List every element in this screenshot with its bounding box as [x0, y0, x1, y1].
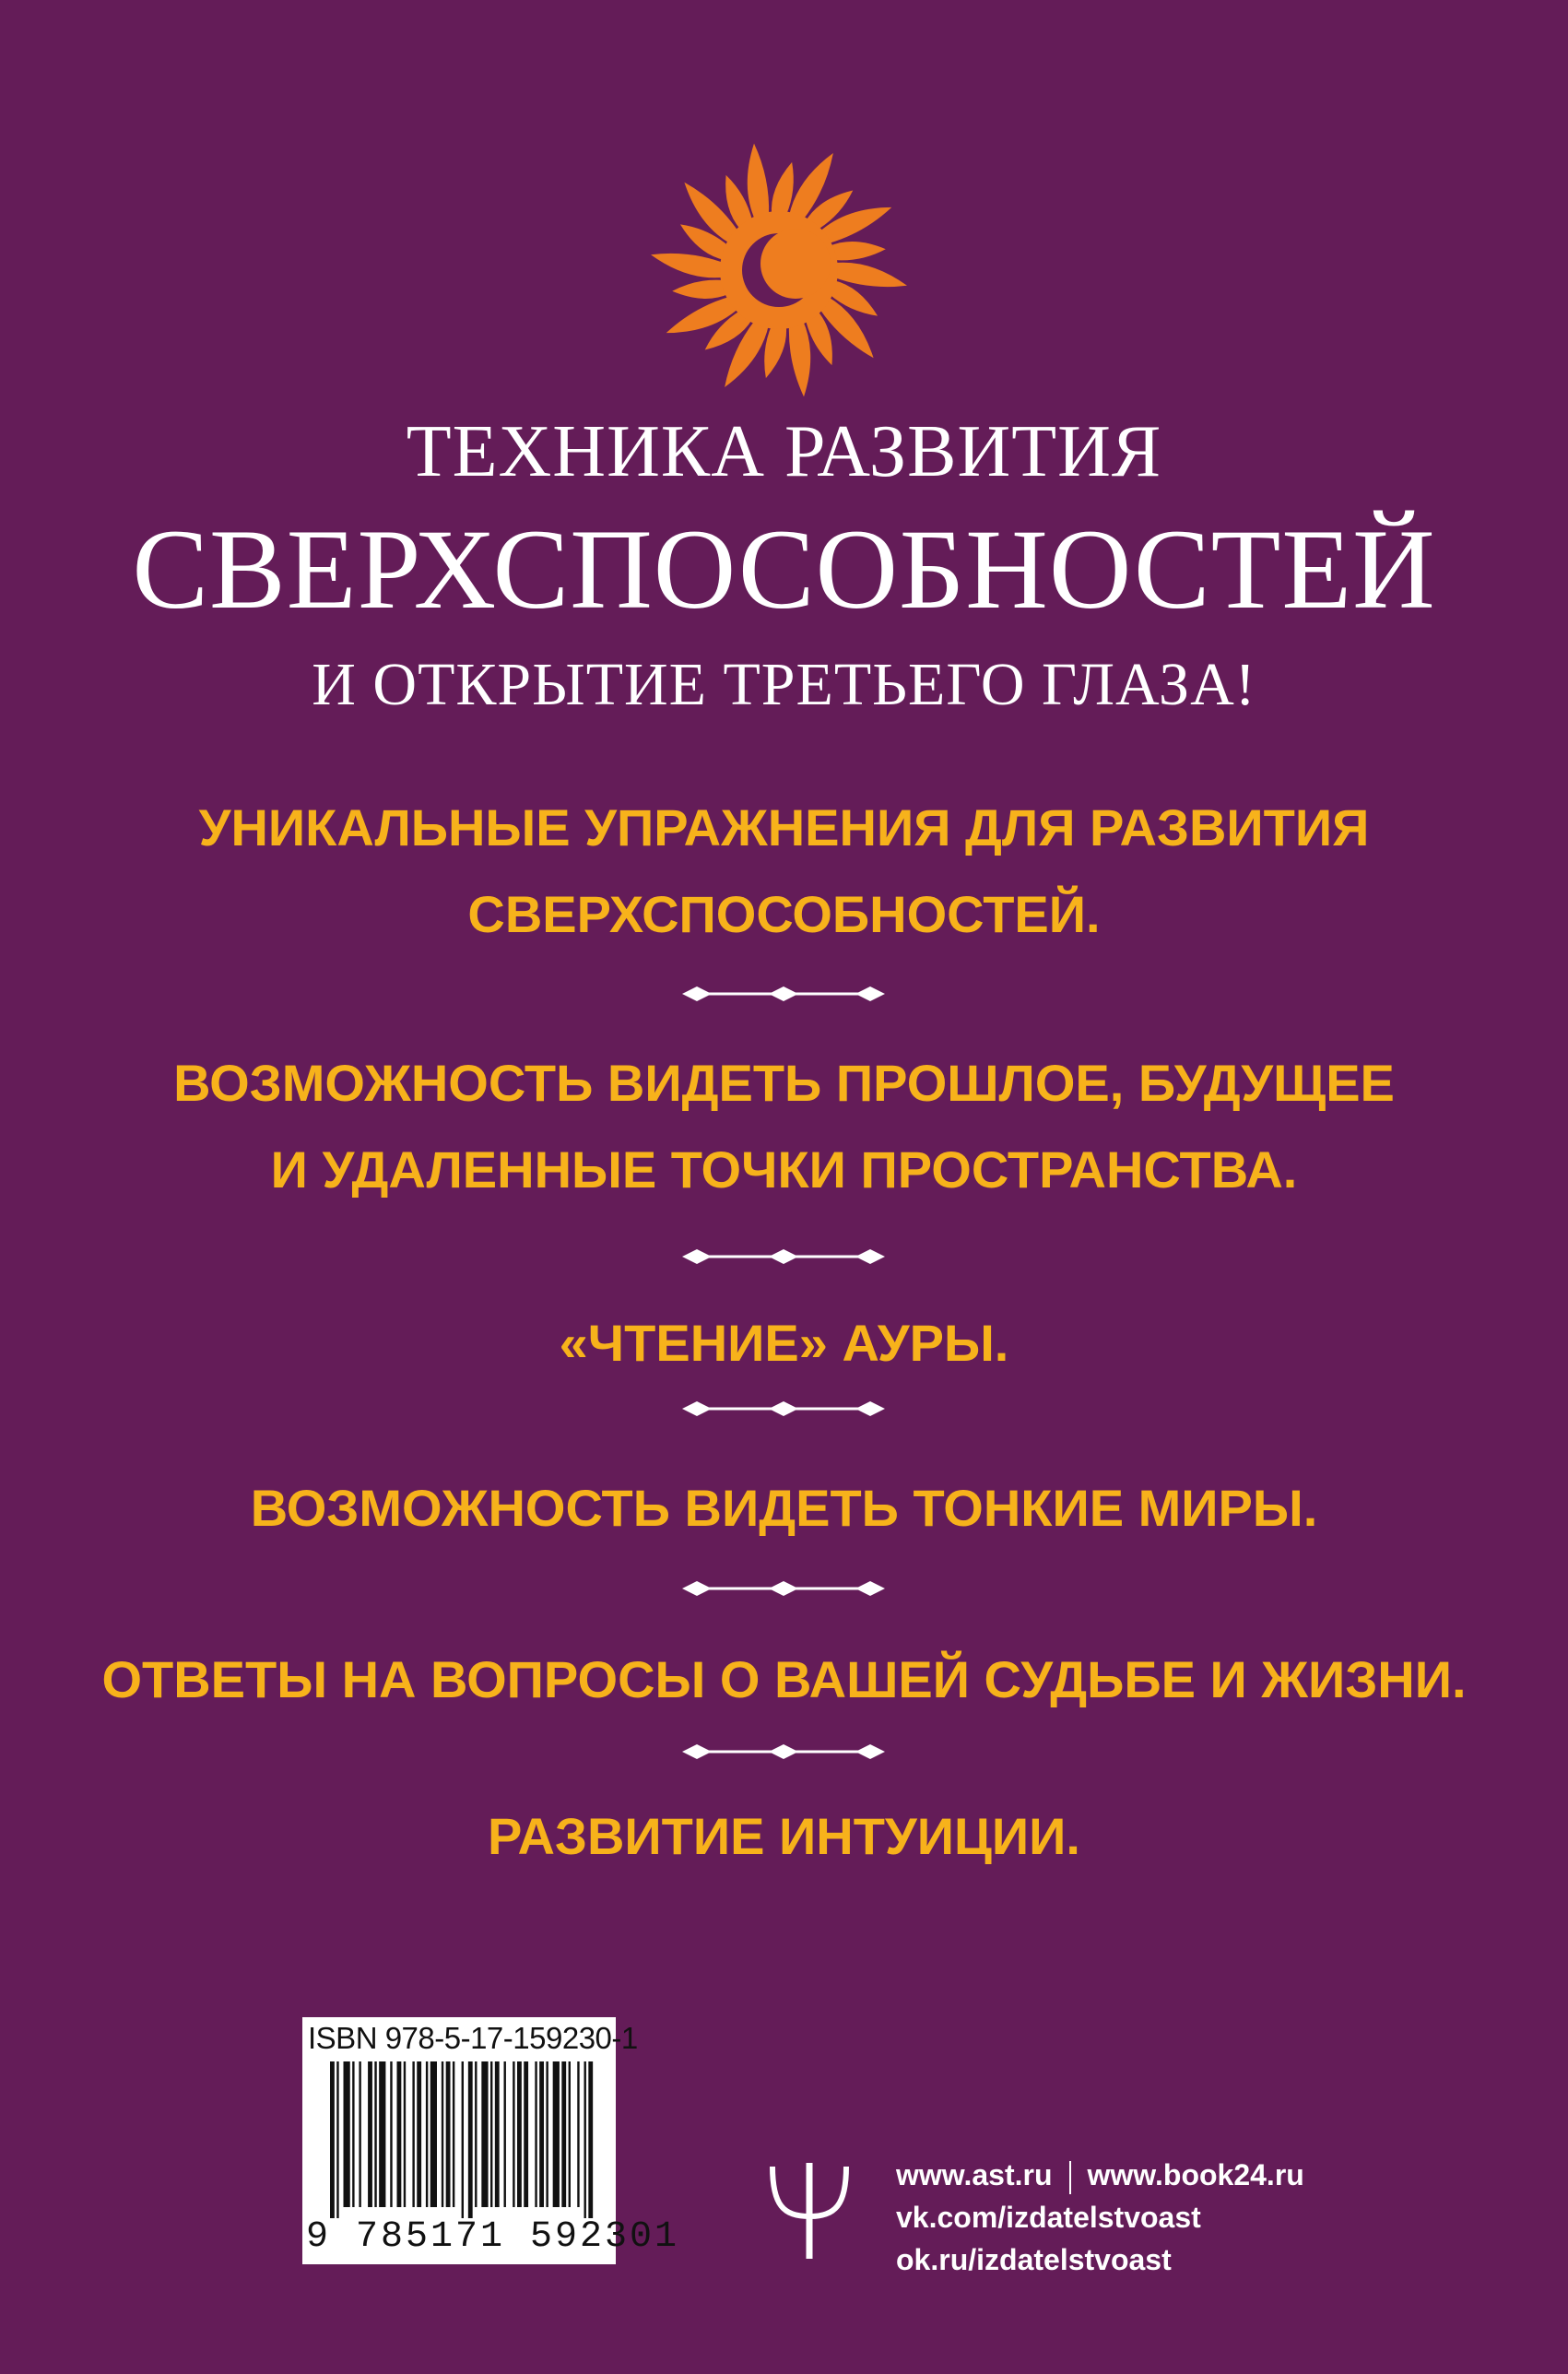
- sun-ray: [829, 242, 886, 260]
- barcode: [302, 2017, 680, 2264]
- barcode-bar: [481, 2061, 488, 2207]
- title-line-3: И ОТКРЫТИЕ ТРЕТЬЕГО ГЛАЗА!: [312, 651, 1256, 718]
- barcode-bar: [539, 2061, 544, 2207]
- feature-2-line-1: ВОЗМОЖНОСТЬ ВИДЕТЬ ПРОШЛОЕ, БУДУЩЕЕ: [173, 1054, 1395, 1112]
- barcode-bar: [468, 2061, 473, 2218]
- link-ast[interactable]: www.ast.ru: [896, 2158, 1053, 2191]
- ean-number: 9 785171 592301: [306, 2216, 680, 2258]
- barcode-bar: [379, 2061, 385, 2207]
- barcode-bar: [336, 2061, 338, 2218]
- link-separator: [1069, 2161, 1071, 2194]
- diamond-divider-icon: [682, 981, 885, 1007]
- barcode-bar: [513, 2061, 514, 2207]
- barcode-bar: [453, 2061, 454, 2207]
- barcode-bar: [490, 2061, 492, 2207]
- barcode-bar: [359, 2061, 360, 2207]
- psi-logo-icon: [763, 2159, 855, 2261]
- diamond-divider-icon: [682, 1739, 885, 1765]
- sun-ray: [772, 162, 794, 216]
- barcode-bar: [462, 2061, 464, 2218]
- barcode-bar: [524, 2061, 528, 2207]
- feature-5: [0, 1648, 1568, 1712]
- feature-5-line-1: ОТВЕТЫ НА ВОПРОСЫ О ВАШЕЙ СУДЬБЕ И ЖИЗНИ.: [101, 1650, 1467, 1708]
- barcode-bar: [569, 2061, 571, 2207]
- barcode-bar: [517, 2061, 522, 2207]
- sun-ray: [651, 254, 724, 278]
- sun-moon-icon: [645, 136, 913, 404]
- barcode-bar: [475, 2061, 477, 2207]
- barcode-bar: [344, 2061, 350, 2207]
- barcode-bar: [504, 2061, 506, 2207]
- diamond-divider-icon: [682, 1244, 885, 1270]
- title-line-2: СВЕРХСПОСОБНОСТЕЙ: [132, 506, 1436, 632]
- barcode-bar: [584, 2061, 586, 2218]
- feature-1-line-1: УНИКАЛЬНЫЕ УПРАЖНЕНИЯ ДЛЯ РАЗВИТИЯ: [198, 798, 1370, 856]
- diamond-divider-icon: [682, 1576, 885, 1601]
- sun-ray: [789, 320, 810, 396]
- feature-4: [0, 1476, 1568, 1541]
- title-line-1: ТЕХНИКА РАЗВИТИЯ: [406, 411, 1162, 492]
- sun-ray: [672, 280, 729, 299]
- barcode-bar: [404, 2061, 406, 2207]
- barcode-bar: [577, 2061, 579, 2207]
- sun-ray: [748, 144, 769, 220]
- barcode-bar: [390, 2061, 392, 2207]
- barcode-bar: [442, 2061, 443, 2207]
- barcode-bar: [397, 2061, 402, 2207]
- sun-ray: [833, 263, 906, 287]
- barcode-bar: [546, 2061, 548, 2207]
- barcode-bar: [495, 2061, 500, 2207]
- barcode-bars: [330, 2061, 597, 2218]
- feature-3-line-1: «ЧТЕНИЕ» АУРЫ.: [559, 1314, 1009, 1372]
- feature-1-line-2: СВЕРХСПОСОБНОСТЕЙ.: [467, 885, 1101, 943]
- barcode-bar: [417, 2061, 421, 2207]
- barcode-bar: [330, 2061, 335, 2218]
- barcode-bar: [426, 2061, 428, 2207]
- barcode-bar: [368, 2061, 372, 2207]
- barcode-bar: [374, 2061, 376, 2207]
- link-vk[interactable]: vk.com/izdatelstvoast: [896, 2201, 1201, 2234]
- sun-ray: [764, 325, 786, 378]
- feature-6: [0, 1804, 1568, 1869]
- feature-1: [0, 796, 1568, 947]
- barcode-bar: [412, 2061, 414, 2207]
- barcode-bar: [561, 2061, 566, 2207]
- links-row-1: [896, 2154, 1304, 2196]
- feature-2: [0, 1051, 1568, 1202]
- barcode-bar: [553, 2061, 560, 2207]
- diamond-divider-icon: [682, 1396, 885, 1422]
- isbn-number: ISBN 978-5-17-159230-1: [308, 2021, 638, 2055]
- feature-6-line-1: РАЗВИТИЕ ИНТУИЦИИ.: [488, 1807, 1080, 1865]
- link-book24[interactable]: www.book24.ru: [1087, 2158, 1304, 2191]
- publisher-links: [896, 2154, 1304, 2281]
- link-ok[interactable]: ok.ru/izdatelstvoast: [896, 2243, 1172, 2276]
- barcode-bar: [588, 2061, 593, 2218]
- barcode-bar: [352, 2061, 354, 2207]
- feature-4-line-1: ВОЗМОЖНОСТЬ ВИДЕТЬ ТОНКИЕ МИРЫ.: [250, 1479, 1318, 1537]
- feature-3: [0, 1311, 1568, 1376]
- barcode-bar: [430, 2061, 437, 2207]
- barcode-bar: [535, 2061, 536, 2207]
- feature-2-line-2: И УДАЛЕННЫЕ ТОЧКИ ПРОСТРАНСТВА.: [270, 1140, 1298, 1199]
- barcode-bar: [446, 2061, 451, 2207]
